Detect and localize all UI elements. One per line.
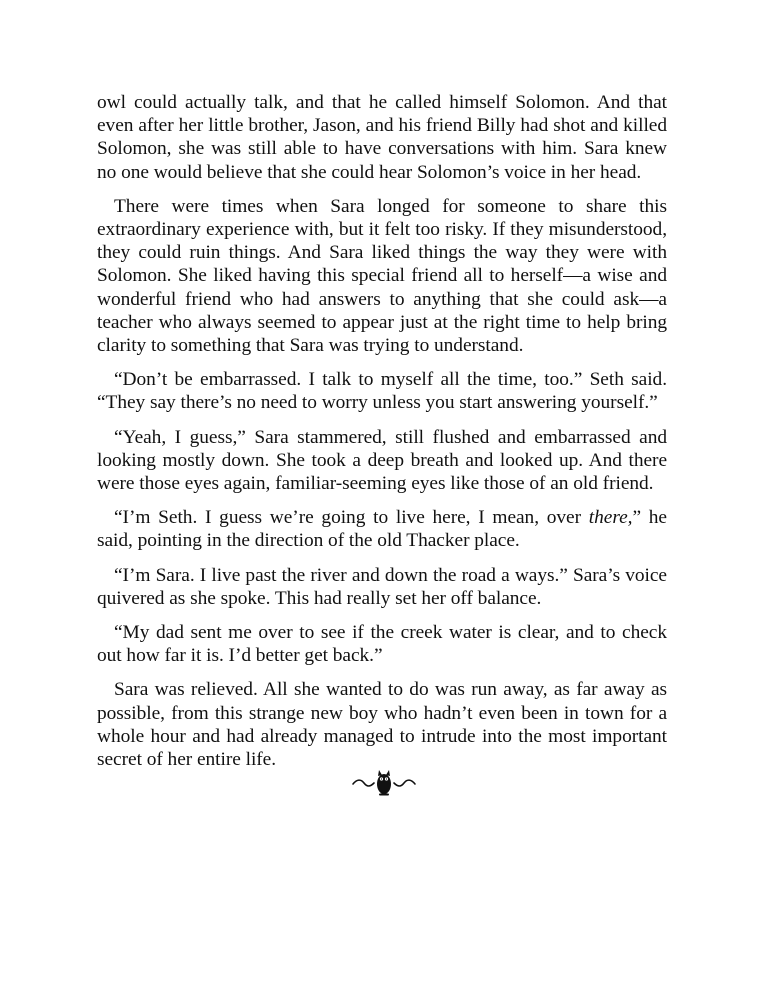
- paragraph-7: “My dad sent me over to see if the creek water is clear, and to check out how far it is. I’d better get back.”: [97, 622, 667, 667]
- paragraph-5-before: “I’m Seth. I guess we’re going to live here, I mean, over: [114, 507, 589, 529]
- paragraph-5: [97, 506, 667, 552]
- paragraph-5-emphasis: there,: [588, 507, 633, 529]
- paragraph-3: “Don’t be embarrassed. I talk to myself all the time, too.” Seth said. “They say there’s no need to worry unless you start answering yourself.”: [97, 369, 667, 414]
- paragraph-4: “Yeah, I guess,” Sara stammered, still flushed and embarrassed and looking mostly down. She took a deep breath and looked up. And there were those eyes again, familiar-seeming eyes like those of an old friend.: [97, 426, 667, 495]
- paragraph-5-after: ” he said, pointing in the direction of the old Thacker place.: [97, 507, 667, 552]
- paragraph-8: Sara was relieved. All she wanted to do was run away, as far away as possible, from this strange new boy who hadn’t even been in town for a whole hour and had already managed to intrude into the most important secret of her entire life.: [97, 679, 667, 771]
- owl-ornament-icon: [351, 768, 417, 798]
- paragraph-2: There were times when Sara longed for someone to share this extraordinary experience with, but it felt too risky. If they misunderstood, they could ruin things. And Sara liked things the way they were with Solomon. She liked having this special friend all to herself—a wise and wonderful friend who had answers to anything that she could ask—a teacher who always seemed to appear just at the right time to help bring clarity to something that Sara was trying to understand.: [97, 195, 667, 357]
- paragraph-1: owl could actually talk, and that he called himself Solomon. And that even after her little brother, Jason, and his friend Billy had shot and killed Solomon, she was still able to have conversations with him. Sara knew no one would believe that she could hear Solomon’s voice in her head.: [97, 92, 667, 183]
- page-body: [97, 91, 667, 782]
- paragraph-6: “I’m Sara. I live past the river and down the road a ways.” Sara’s voice quivered as she spoke. This had really set her off balance.: [97, 564, 667, 609]
